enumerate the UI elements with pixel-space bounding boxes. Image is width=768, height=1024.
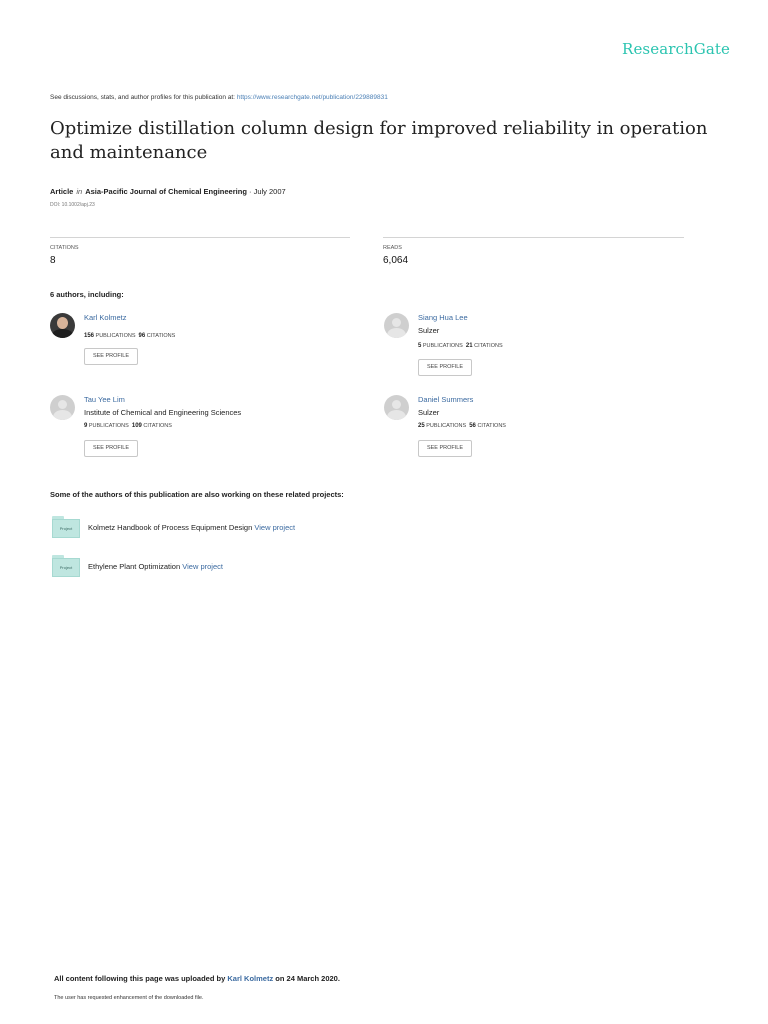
citations-value: 8 (50, 255, 56, 266)
author-citations-count: 109 (131, 423, 142, 429)
author-citations-count: 96 (138, 333, 146, 339)
researchgate-logo[interactable]: ResearchGate (622, 40, 730, 58)
citations-label: CITATIONS (50, 245, 79, 251)
upload-statement (54, 974, 340, 983)
view-project-link[interactable]: View project (254, 523, 296, 532)
see-profile-button[interactable]: SEE PROFILE (418, 359, 472, 376)
author-citations-count: 21 (465, 343, 473, 349)
project-title: Ethylene Plant Optimization (88, 562, 181, 571)
author-citations-label: CITATIONS (474, 343, 503, 349)
author-citations-label: CITATIONS (146, 333, 176, 339)
uploader-link[interactable]: Karl Kolmetz (227, 974, 274, 983)
author-publications-label: PUBLICATIONS (95, 333, 136, 339)
author-institution: Sulzer (418, 326, 440, 335)
author-publications-label: PUBLICATIONS (422, 343, 463, 349)
author-publications-label: PUBLICATIONS (426, 423, 467, 429)
author-publications-label: PUBLICATIONS (88, 423, 129, 429)
author-stats (418, 423, 506, 429)
author-publications-count: 156 (84, 333, 95, 339)
upload-prefix: All content following this page was uploaded by (54, 974, 226, 983)
author-citations-label: CITATIONS (143, 423, 172, 429)
author-avatar[interactable] (384, 313, 409, 338)
project-title: Kolmetz Handbook of Process Equipment Design (88, 523, 253, 532)
publication-doi: DOI: 10.1002/apj.23 (50, 202, 95, 208)
project-icon-label: Project (59, 526, 73, 531)
in-word: in (76, 187, 83, 196)
author-avatar[interactable] (384, 395, 409, 420)
author-name[interactable]: Tau Yee Lim (84, 395, 125, 404)
reads-label: READS (383, 245, 402, 251)
see-discussions-line (50, 94, 388, 101)
author-name[interactable]: Daniel Summers (418, 395, 474, 404)
publication-title: Optimize distillation column design for improved reliability in operation and maintenance (50, 118, 708, 163)
view-project-link[interactable]: View project (182, 562, 223, 571)
project-item (50, 516, 550, 542)
publication-url-link[interactable]: https://www.researchgate.net/publication/229889831 (236, 94, 388, 101)
author-avatar[interactable] (50, 313, 75, 338)
author-institution: Sulzer (418, 408, 440, 417)
project-folder-icon (52, 516, 80, 538)
upload-suffix: on 24 March 2020. (275, 974, 340, 983)
author-publications-count: 25 (418, 423, 425, 429)
author-citations-label: CITATIONS (477, 423, 506, 429)
project-icon-label: Project (59, 565, 73, 570)
project-folder-icon (52, 555, 80, 577)
publication-date: July 2007 (253, 187, 286, 196)
meta-separator: · (246, 187, 254, 196)
author-stats (84, 333, 175, 339)
author-publications-count: 9 (84, 423, 88, 429)
author-publications-count: 5 (418, 343, 422, 349)
journal-name[interactable]: Asia-Pacific Journal of Chemical Engineering (85, 187, 247, 196)
publication-type: Article (50, 187, 74, 196)
author-card-karl-kolmetz (50, 313, 350, 383)
reads-divider (383, 237, 684, 238)
project-item (50, 555, 550, 581)
author-institution: Institute of Chemical and Engineering Sciences (84, 408, 242, 417)
author-avatar[interactable] (50, 395, 75, 420)
author-card-daniel-summers (384, 395, 684, 465)
see-discussions-text: See discussions, stats, and author profiles for this publication at: (50, 94, 235, 101)
see-profile-button[interactable]: SEE PROFILE (418, 440, 472, 457)
see-profile-button[interactable]: SEE PROFILE (84, 440, 138, 457)
see-profile-button[interactable]: SEE PROFILE (84, 348, 138, 365)
project-text (88, 562, 223, 571)
citations-divider (50, 237, 350, 238)
author-stats (418, 343, 503, 349)
reads-value: 6,064 (383, 255, 409, 266)
author-card-tau-yee-lim (50, 395, 350, 465)
author-name[interactable]: Siang Hua Lee (418, 313, 468, 322)
author-stats (84, 423, 172, 429)
author-citations-count: 56 (469, 423, 476, 429)
author-card-siang-hua-lee (384, 313, 684, 383)
related-projects-heading: Some of the authors of this publication are also working on these related projects: (50, 490, 344, 499)
author-name[interactable]: Karl Kolmetz (84, 313, 127, 322)
enhancement-note: The user has requested enhancement of the downloaded file. (54, 995, 204, 1001)
project-text (88, 523, 295, 532)
authors-heading: 6 authors, including: (50, 290, 124, 299)
publication-meta (50, 187, 286, 196)
